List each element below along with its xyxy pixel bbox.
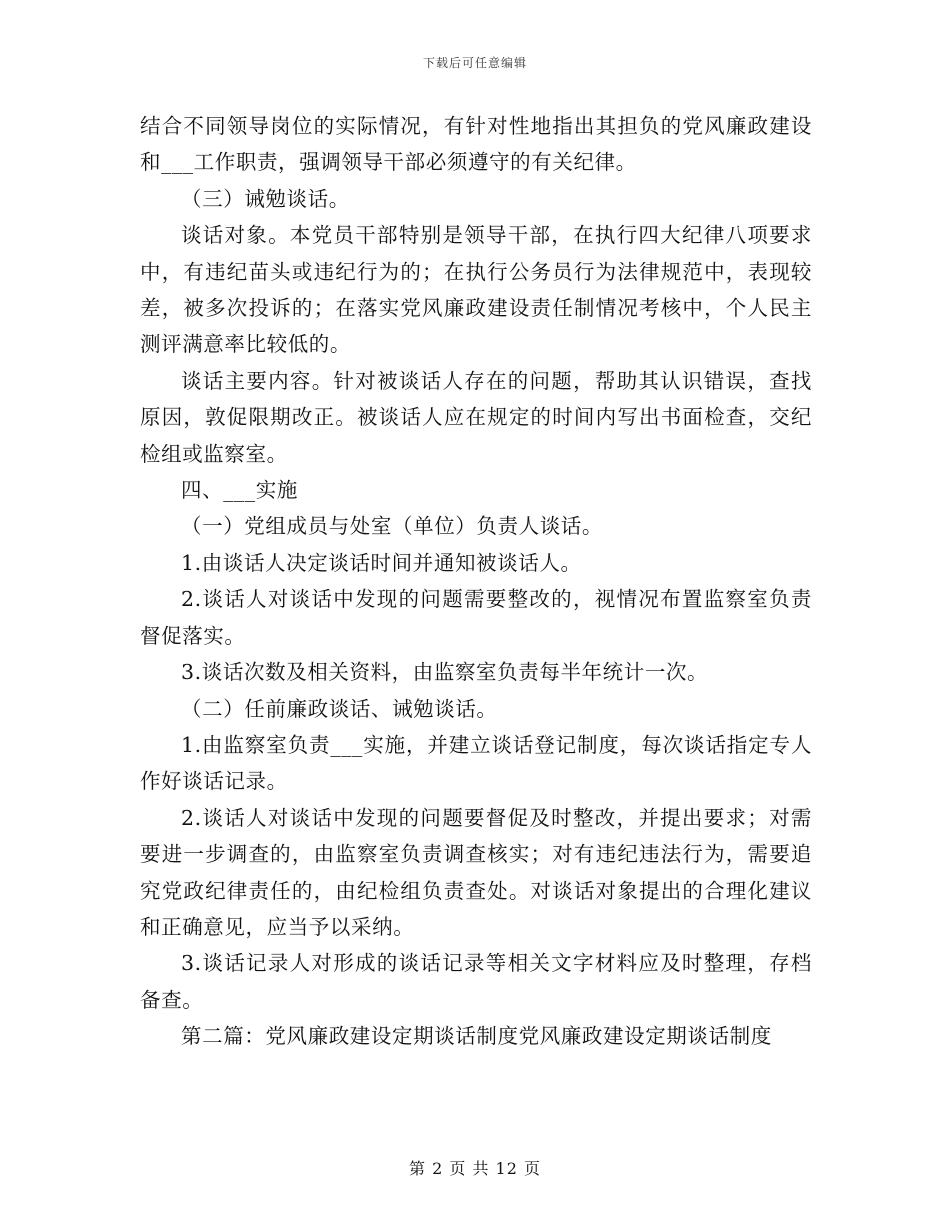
header-note: 下载后可任意编辑	[422, 56, 527, 70]
list-item: 2.谈话人对谈话中发现的问题需要整改的，视情况布置监察室负责督促落实。	[140, 587, 812, 648]
section-heading-implementation: 四、___实施	[181, 478, 298, 503]
list-item: 1.由谈话人决定谈话时间并通知被谈话人。	[181, 550, 582, 575]
list-item: 2.谈话人对谈话中发现的问题要督促及时整改，并提出要求；对需要进一步调查的，由监察室负责调查核实；对有违纪违法行为，需要追究党政纪律责任的，由纪检组负责查处。对谈话对象提出的合理化建议和正确意见，应当予以采纳。	[140, 805, 812, 939]
subsection-heading-one: （一）党组成员与处室（单位）负责人谈话。	[181, 514, 603, 539]
subsection-heading-two: （二）任前廉政谈话、诫勉谈话。	[181, 696, 498, 721]
list-item: 3.谈话记录人对形成的谈话记录等相关文字材料应及时整理，存档备查。	[140, 951, 812, 1012]
list-item: 3.谈话次数及相关资料，由监察室负责每半年统计一次。	[181, 660, 709, 685]
paragraph-talk-content: 谈话主要内容。针对被谈话人存在的问题，帮助其认识错误，查找原因，敦促限期改正。被谈话人应在规定的时间内写出书面检查，交纪检组或监察室。	[140, 368, 812, 466]
section-heading-admonition-talk: （三）诫勉谈话。	[181, 186, 350, 211]
page-number: 第 2 页 共 12 页	[409, 1159, 541, 1178]
paragraph-continuation: 结合不同领导岗位的实际情况，有针对性地指出其担负的党风廉政建设和___工作职责，强调领导干部必须遵守的有关纪律。	[140, 114, 812, 175]
document-body	[140, 108, 812, 1055]
chapter-title: 第二篇：党风廉政建设定期谈话制度党风廉政建设定期谈话制度	[181, 1024, 772, 1049]
paragraph-talk-targets: 谈话对象。本党员干部特别是领导干部，在执行四大纪律八项要求中，有违纪苗头或违纪行为的；在执行公务员行为法律规范中，表现较差，被多次投诉的；在落实党风廉政建设责任制情况考核中，个人民主测评满意率比较低的。	[140, 223, 812, 357]
list-item: 1.由监察室负责___实施，并建立谈话登记制度，每次谈话指定专人作好谈话记录。	[140, 732, 812, 794]
